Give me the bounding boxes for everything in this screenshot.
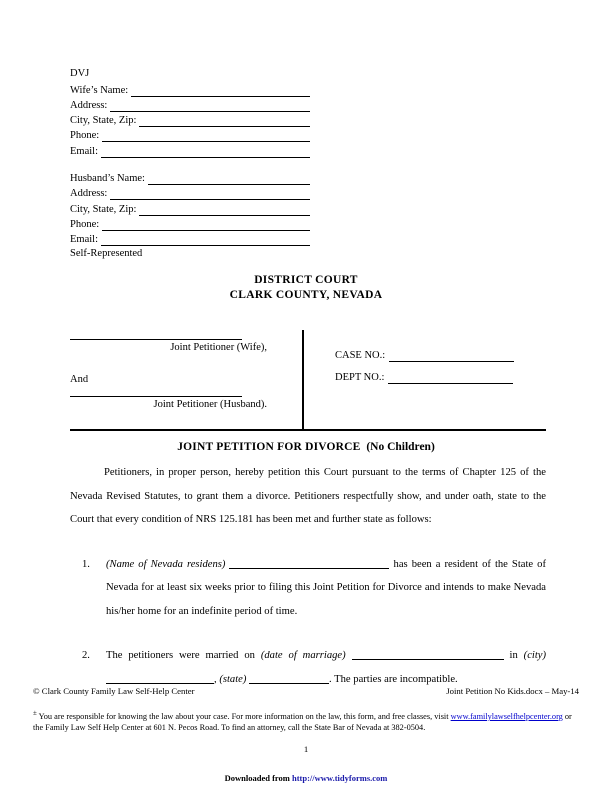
intro-paragraph: Petitioners, in proper person, hereby petition this Court pursuant to the terms of Chapter 125 of the Nevada Revised Statutes, to grant them a divorce. Petitioners respectfully show, and under oath, state to the Court that every condition of NRS 125.181 has been met and further state as follows: xyxy=(70,467,546,525)
petition-item-1 xyxy=(70,553,546,624)
party-block-spacer xyxy=(70,158,310,170)
wife-email-fill-line[interactable] xyxy=(101,146,310,158)
wife-email-label: Email: xyxy=(70,145,98,157)
footer-copyright: © Clark County Family Law Self-Help Center xyxy=(33,686,195,696)
footnote-text-part-2: or the Family Law Self Help Center at 601 N. Pecos Road. To find an attorney, call the State Bar of Nevada at 382-0504. xyxy=(33,711,572,733)
wife-phone-label: Phone: xyxy=(70,130,100,142)
page-title xyxy=(0,440,612,454)
footnote-marker: ± xyxy=(33,709,37,717)
footnote-link[interactable]: www.familylawselfhelpcenter.org xyxy=(450,711,563,721)
page-title-main: JOINT PETITION FOR DIVORCE xyxy=(177,441,361,453)
husband-address-fill-line[interactable] xyxy=(110,188,310,200)
dept-no-label: DEPT NO.: xyxy=(335,372,385,383)
wife-name-fill-line[interactable] xyxy=(131,85,310,97)
downloaded-from-url[interactable]: http://www.tidyforms.com xyxy=(291,773,388,783)
wife-name-label: Wife’s Name: xyxy=(70,84,129,96)
husband-name-fill-line[interactable] xyxy=(148,173,310,185)
petition-item-2-text-before: The petitioners were married on xyxy=(106,650,255,661)
husband-name-row xyxy=(70,170,310,185)
footer-filename: Joint Petition No Kids.docx – May-14 xyxy=(446,686,579,696)
case-caption xyxy=(70,330,546,430)
husband-email-label: Email: xyxy=(70,234,98,246)
document-body xyxy=(70,461,546,691)
court-heading-line-2: CLARK COUNTY, NEVADA xyxy=(229,288,383,301)
court-heading xyxy=(0,273,612,302)
petition-item-2 xyxy=(70,644,546,691)
party-address-block xyxy=(70,66,310,262)
wife-name-row xyxy=(70,81,310,96)
husband-email-fill-line[interactable] xyxy=(101,234,310,246)
petition-item-1-number: 1. xyxy=(82,558,90,570)
case-no-row xyxy=(335,346,514,362)
caption-parties-column xyxy=(70,330,295,430)
marriage-date-fill-line[interactable] xyxy=(352,648,504,660)
petition-item-1-prompt: (Name of Nevada residens) xyxy=(106,558,226,570)
downloaded-from-line xyxy=(0,773,612,784)
page-title-parenthetical: (No Children) xyxy=(366,441,435,453)
marriage-state-prompt: (state) xyxy=(219,673,247,685)
husband-email-row xyxy=(70,231,310,246)
self-represented-label: Self-Represented xyxy=(70,248,143,260)
form-code: DVJ xyxy=(70,68,90,79)
husband-address-label: Address: xyxy=(70,188,108,200)
petition-item-1-text: has been a resident of the State of Nevada for at least six weeks prior to filing this Joint Petition for Divorce and intends to make Nevada his/her home for an indefinite period of time. xyxy=(106,558,546,617)
footer-bar xyxy=(33,686,579,697)
wife-address-row xyxy=(70,97,310,112)
petition-items-list xyxy=(70,553,546,692)
wife-phone-row xyxy=(70,127,310,142)
marriage-city-fill-line[interactable] xyxy=(106,672,214,684)
husband-address-row xyxy=(70,185,310,200)
husband-phone-row xyxy=(70,216,310,231)
husband-city-state-zip-row xyxy=(70,200,310,215)
marriage-date-prompt: (date of marriage) xyxy=(260,650,346,661)
downloaded-from-label: Downloaded from xyxy=(224,773,290,783)
page-number: 1 xyxy=(303,744,309,754)
wife-address-label: Address: xyxy=(70,99,108,111)
husband-phone-label: Phone: xyxy=(70,218,100,230)
case-no-label: CASE NO.: xyxy=(335,350,386,361)
marriage-state-fill-line[interactable] xyxy=(249,672,329,684)
petition-item-2-in-word: in xyxy=(509,650,518,661)
wife-phone-fill-line[interactable] xyxy=(102,130,310,142)
caption-and-word: And xyxy=(70,374,89,385)
dept-no-row xyxy=(335,368,513,384)
wife-city-state-zip-label: City, State, Zip: xyxy=(70,115,137,127)
wife-city-state-zip-row xyxy=(70,112,310,127)
husband-party-label: Joint Petitioner (Husband). xyxy=(153,399,267,410)
case-no-fill-line[interactable] xyxy=(389,350,514,362)
marriage-city-prompt: (city) xyxy=(523,650,547,661)
caption-case-column xyxy=(313,330,546,430)
petition-item-2-text-end: . The parties are incompatible. xyxy=(329,673,458,685)
petition-item-2-number: 2. xyxy=(82,650,90,661)
wife-party-label: Joint Petitioner (Wife), xyxy=(170,342,267,353)
husband-city-state-zip-fill-line[interactable] xyxy=(139,204,310,216)
wife-email-row xyxy=(70,142,310,157)
resident-name-fill-line[interactable] xyxy=(229,557,389,569)
caption-bottom-rule xyxy=(70,429,546,431)
wife-city-state-zip-fill-line[interactable] xyxy=(139,115,310,127)
footnote-text-part-1: You are responsible for knowing the law about your case. For more information on the law, this form, and free classes, visit xyxy=(38,711,449,721)
wife-signature-block xyxy=(70,339,267,355)
wife-address-fill-line[interactable] xyxy=(110,100,310,112)
husband-name-label: Husband’s Name: xyxy=(70,173,145,185)
dept-no-fill-line[interactable] xyxy=(388,372,513,384)
husband-city-state-zip-label: City, State, Zip: xyxy=(70,203,137,215)
husband-phone-fill-line[interactable] xyxy=(102,219,310,231)
husband-signature-block xyxy=(70,396,267,412)
caption-vertical-divider xyxy=(302,330,304,430)
footnote xyxy=(33,708,579,733)
court-heading-line-1: DISTRICT COURT xyxy=(254,274,358,286)
petition-item-2-comma: , xyxy=(214,673,217,685)
